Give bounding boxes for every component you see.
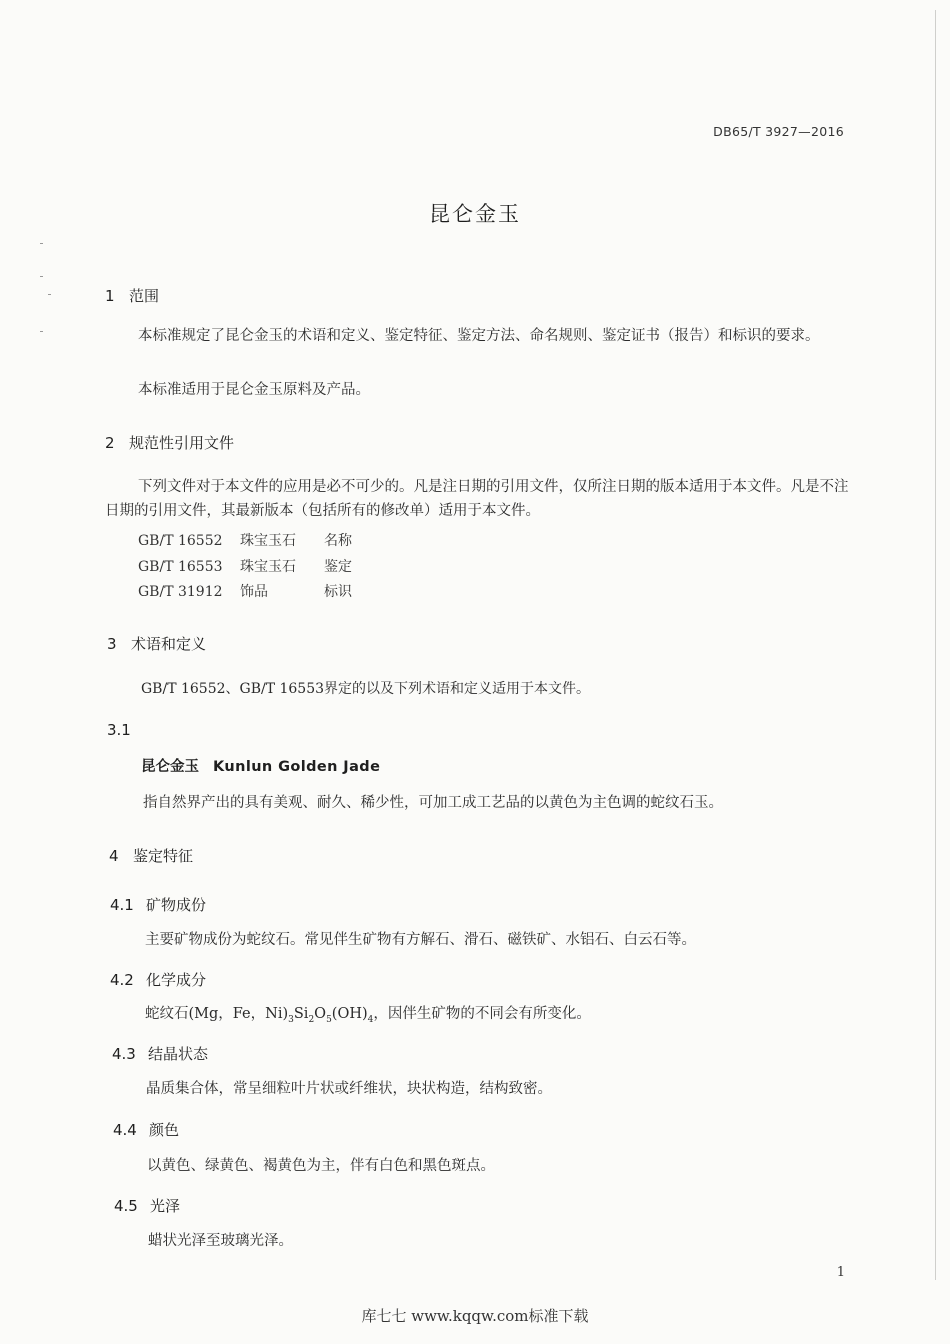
scan-speck — [40, 331, 43, 332]
subsection-number: 4.3 — [112, 1045, 136, 1063]
reference-name: 珠宝玉石 — [240, 559, 296, 575]
subsection-4-3-text: 晶质集合体，常呈细粒叶片状或纤维状，块状构造，结构致密。 — [146, 1081, 552, 1097]
reference-desc: 鉴定 — [324, 559, 352, 575]
formula-subscript: 5 — [326, 1014, 332, 1025]
reference-desc: 标识 — [324, 584, 352, 600]
footer-watermark-text: 库七七 www.kqqw.com标准下载 — [361, 1307, 589, 1325]
formula-part: ，因伴生矿物的不同会有所变化。 — [373, 1006, 591, 1022]
scan-speck — [40, 243, 43, 244]
section-number: 3 — [107, 635, 117, 653]
subsection-4-5-text: 蜡状光泽至玻璃光泽。 — [148, 1233, 293, 1249]
standard-code: DB65/T 3927—2016 — [713, 124, 844, 139]
section-number: 2 — [105, 434, 115, 452]
section-1-heading — [105, 285, 159, 306]
formula-subscript: 3 — [288, 1014, 294, 1025]
subsection-4-1-text: 主要矿物成份为蛇纹石。常见伴生矿物有方解石、滑石、磁铁矿、水铝石、白云石等。 — [145, 932, 696, 948]
subsection-4-1-heading — [110, 894, 206, 915]
term-chinese: 昆仑金玉 — [141, 759, 199, 775]
section-4-heading — [109, 845, 193, 866]
subsection-4-5-heading — [114, 1195, 180, 1216]
subsection-title: 颜色 — [149, 1121, 180, 1139]
formula-part: O — [314, 1006, 327, 1022]
formula-part: 蛇纹石(Mg，Fe，Ni) — [145, 1006, 289, 1022]
subsection-4-3-heading — [112, 1043, 208, 1064]
reference-desc: 名称 — [324, 533, 352, 549]
reference-item — [138, 581, 352, 601]
section-2-heading — [105, 432, 234, 453]
subsection-number: 4.4 — [113, 1121, 137, 1139]
section-3-heading — [107, 633, 206, 654]
subsection-4-2-heading — [110, 969, 206, 990]
page-number: 1 — [836, 1265, 845, 1280]
section-title: 规范性引用文件 — [129, 434, 235, 452]
subsection-number: 4.5 — [114, 1197, 138, 1215]
section-2-paragraph: 下列文件对于本文件的应用是必不可少的。凡是注日期的引用文件，仅所注日期的版本适用于本文件。凡是不注日期的引用文件，其最新版本（包括所有的修改单）适用于本文件。 — [105, 479, 849, 519]
subsection-4-4-heading — [113, 1119, 179, 1140]
scan-speck — [40, 276, 43, 277]
formula-subscript: 2 — [308, 1014, 315, 1025]
term-label — [141, 755, 380, 776]
subsection-number: 4.2 — [110, 971, 134, 989]
section-title: 术语和定义 — [131, 635, 207, 653]
subsection-number: 4.1 — [110, 896, 134, 914]
subsection-title: 结晶状态 — [148, 1045, 209, 1063]
subsection-title: 化学成分 — [146, 971, 207, 989]
formula-subscript: 4 — [367, 1014, 374, 1025]
section-3-paragraph: GB/T 16552、GB/T 16553界定的以及下列术语和定义适用于本文件。 — [141, 681, 591, 697]
section-title: 范围 — [129, 287, 160, 305]
section-title: 鉴定特征 — [133, 847, 194, 865]
subsection-4-4-text: 以黄色、绿黄色、褐黄色为主，伴有白色和黑色斑点。 — [147, 1158, 495, 1174]
formula-part: Si — [293, 1006, 309, 1022]
section-number: 1 — [105, 287, 115, 305]
scan-speck — [48, 294, 51, 295]
subsection-title: 矿物成份 — [146, 896, 207, 914]
chemical-formula-text — [145, 1002, 591, 1025]
section-1-paragraph-1: 本标准规定了昆仑金玉的术语和定义、鉴定特征、鉴定方法、命名规则、鉴定证书（报告）和标识的要求。 — [138, 328, 820, 344]
subsection-title: 光泽 — [150, 1197, 181, 1215]
page-title: 昆仑金玉 — [429, 202, 521, 226]
term-english: Kunlun Golden Jade — [213, 759, 381, 775]
reference-name: 珠宝玉石 — [240, 533, 296, 549]
section-number: 4 — [109, 847, 119, 865]
reference-name: 饰品 — [240, 584, 268, 600]
formula-part: (OH) — [331, 1006, 368, 1022]
term-definition: 指自然界产出的具有美观、耐久、稀少性，可加工成工艺品的以黄色为主色调的蛇纹石玉。 — [143, 795, 723, 811]
reference-item — [138, 530, 352, 550]
subsection-3-1-number: 3.1 — [107, 721, 131, 739]
reference-code: GB/T 31912 — [138, 584, 223, 600]
reference-item — [138, 556, 352, 576]
reference-code: GB/T 16553 — [138, 559, 223, 575]
section-1-paragraph-2: 本标准适用于昆仑金玉原料及产品。 — [138, 382, 370, 398]
reference-code: GB/T 16552 — [138, 533, 223, 549]
